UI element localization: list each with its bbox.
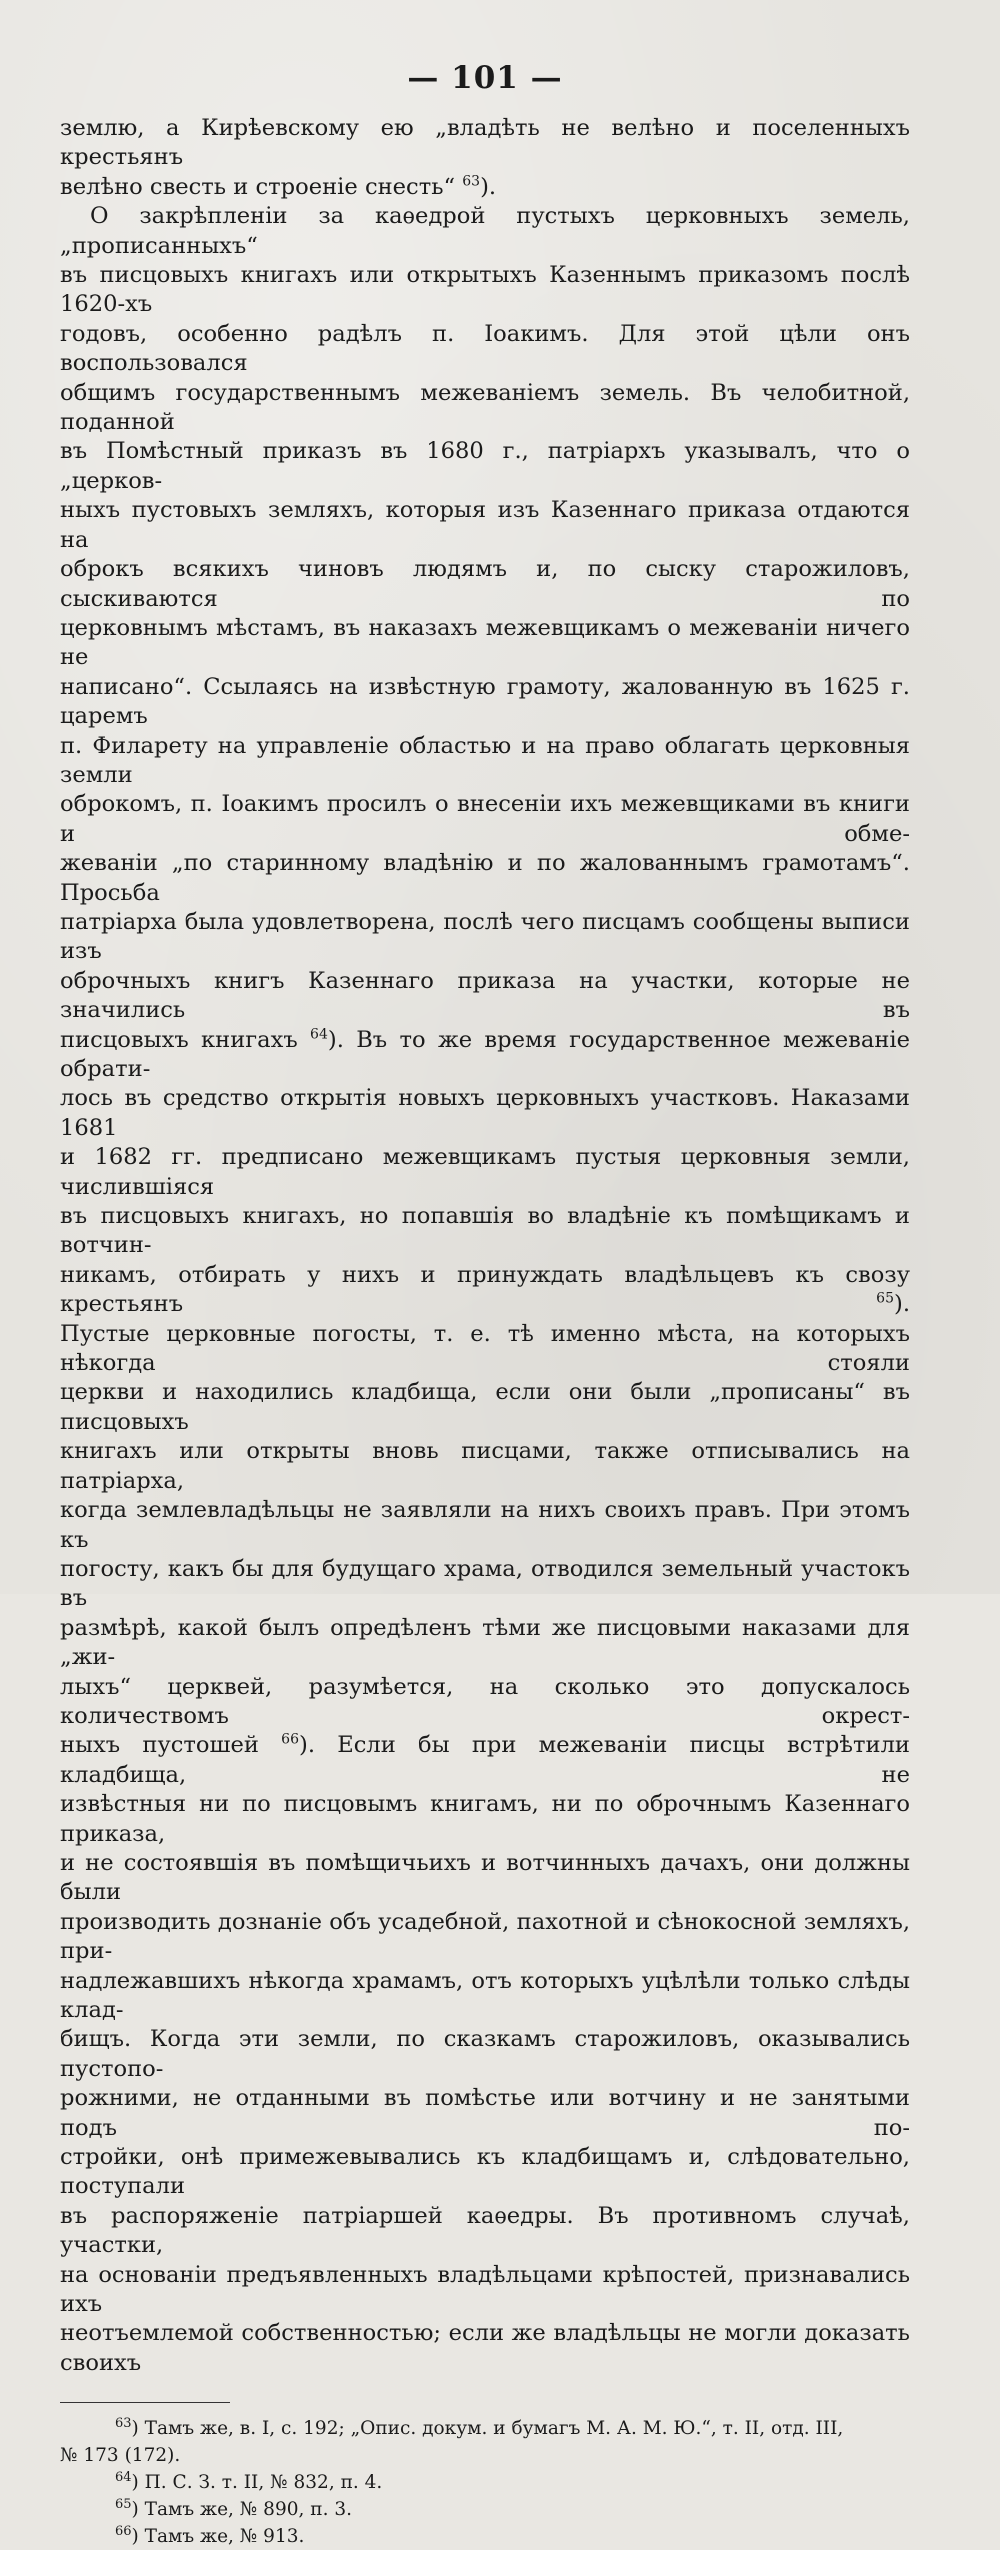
footnote-64 xyxy=(60,2469,910,2496)
text-line xyxy=(60,1731,910,1790)
text-span: ). Въ то же время государственное межеваніе обрати- xyxy=(60,1026,910,1082)
footnote-ref-66[interactable]: 66 xyxy=(281,1731,299,1748)
text-span: писцовыхъ книгахъ xyxy=(60,1026,311,1053)
text-line: ныхъ пустовыхъ земляхъ, которыя изъ Казеннаго приказа отдаются на xyxy=(60,497,910,553)
footnote-divider xyxy=(60,2402,230,2403)
footnote-number: 63 xyxy=(115,2416,132,2432)
footnote-65 xyxy=(60,2496,910,2523)
text-line xyxy=(60,1261,910,1320)
text-line: оброкомъ, п. Іоакимъ просилъ о внесеніи ихъ межевщиками въ книги и обме- xyxy=(60,791,910,847)
text-line xyxy=(60,1026,910,1085)
text-line: производить дознаніе объ усадебной, пахотной и сѣнокосной земляхъ, при- xyxy=(60,1908,910,1965)
text-line: жеваніи „по старинному владѣнію и по жалованнымъ грамотамъ“. Просьба xyxy=(60,850,910,906)
text-line: и 1682 гг. предписано межевщикамъ пустыя церковныя земли, числившіяся xyxy=(60,1144,910,1200)
footnote-text: № 173 (172). xyxy=(60,2445,181,2467)
footnote-text: ) Тамъ же, № 890, п. 3. xyxy=(131,2499,352,2521)
text-span: ныхъ пустошей xyxy=(60,1732,282,1759)
footnote-ref-63[interactable]: 63 xyxy=(462,173,481,190)
text-line: написано“. Ссылаясь на извѣстную грамоту, жалованную въ 1625 г. царемъ xyxy=(60,673,910,730)
text-line: О закрѣпленіи за каѳедрой пустыхъ церковныхъ земель, „прописанныхъ“ xyxy=(60,203,910,259)
footnote-63 xyxy=(60,2415,910,2442)
text-span: ). xyxy=(480,173,497,200)
footnote-text: ) П. С. З. т. II, № 832, п. 4. xyxy=(131,2472,383,2494)
text-line: извѣстныя ни по писцовымъ книгамъ, ни по оброчнымъ Казеннаго приказа, xyxy=(60,1791,910,1847)
text-line: рожними, не отданными въ помѣстье или вотчину и не занятыми подъ по- xyxy=(60,2085,910,2141)
text-line: оброчныхъ книгъ Казеннаго приказа на участки, которые не значились въ xyxy=(60,967,910,1024)
text-span: ). xyxy=(894,1291,910,1318)
text-line: годовъ, особенно радѣлъ п. Іоакимъ. Для этой цѣли онъ воспользовался xyxy=(60,320,910,377)
text-line: книгахъ или открыты вновь писцами, также отписывались на патріарха, xyxy=(60,1438,910,1494)
text-line: и не состоявшія въ помѣщичьихъ и вотчинныхъ дачахъ, они должны были xyxy=(60,1849,910,1906)
footnotes xyxy=(60,2415,910,2550)
text-line: стройки, онѣ примежевывались къ кладбищамъ и, слѣдовательно, поступали xyxy=(60,2144,910,2200)
footnote-ref-64[interactable]: 64 xyxy=(310,1026,328,1043)
text-line xyxy=(60,173,910,202)
text-line: церкви и находились кладбища, если они были „прописаны“ въ писцовыхъ xyxy=(60,1379,910,1435)
text-span: никамъ, отбирать у нихъ и принуждать владѣльцевъ къ свозу крестьянъ xyxy=(60,1261,910,1318)
footnote-63-cont xyxy=(60,2442,910,2469)
footnote-number: 65 xyxy=(115,2497,132,2513)
main-text xyxy=(60,114,910,2378)
text-line: неотъемлемой собственностью; если же владѣльцы не могли доказать своихъ xyxy=(60,2320,910,2376)
text-line: оброкъ всякихъ чиновъ людямъ и, по сыску старожиловъ, сыскиваются по xyxy=(60,556,910,612)
text-line: надлежавшихъ нѣкогда храмамъ, отъ которыхъ уцѣлѣли только слѣды клад- xyxy=(60,1967,910,2023)
text-line: въ писцовыхъ книгахъ, но попавшія во владѣніе къ помѣщикамъ и вотчин- xyxy=(60,1203,910,1259)
footnote-text: ) Тамъ же, в. I, с. 192; „Опис. докум. и бумагъ М. А. М. Ю.“, т. II, отд. III, xyxy=(131,2418,844,2440)
text-line: п. Филарету на управленіе областью и на право облагать церковныя земли xyxy=(60,732,910,788)
text-line: общимъ государственнымъ межеваніемъ земель. Въ челобитной, поданной xyxy=(60,379,910,436)
page-number: — 101 — xyxy=(407,60,563,96)
text-line: погосту, какъ бы для будущаго храма, отводился земельный участокъ въ xyxy=(60,1555,910,1612)
text-line: лось въ средство открытія новыхъ церковныхъ участковъ. Наказами 1681 xyxy=(60,1085,910,1141)
footnote-text: ) Тамъ же, № 913. xyxy=(131,2526,305,2548)
text-span: велѣно свесть и строеніе снесть“ xyxy=(60,173,456,200)
text-line: въ распоряженіе патріаршей каѳедры. Въ противномъ случаѣ, участки, xyxy=(60,2202,910,2259)
footnote-number: 66 xyxy=(115,2524,132,2540)
text-line: размѣрѣ, какой былъ опредѣленъ тѣми же писцовыми наказами для „жи- xyxy=(60,1614,910,1671)
text-line: на основаніи предъявленныхъ владѣльцами крѣпостей, признавались ихъ xyxy=(60,2261,910,2318)
text-line: лыхъ“ церквей, разумѣется, на сколько это допускалось количествомъ окрест- xyxy=(60,1673,910,1729)
text-line: въ Помѣстный приказъ въ 1680 г., патріархъ указывалъ, что о „церков- xyxy=(60,438,910,494)
text-line: патріарха была удовлетворена, послѣ чего писцамъ сообщены выписи изъ xyxy=(60,908,910,965)
text-line: Пустые церковные погосты, т. е. тѣ именно мѣста, на которыхъ нѣкогда стояли xyxy=(60,1320,910,1377)
footnote-66 xyxy=(60,2523,910,2550)
footnote-ref-65[interactable]: 65 xyxy=(876,1290,894,1307)
text-line: въ писцовыхъ книгахъ или открытыхъ Казеннымъ приказомъ послѣ 1620-хъ xyxy=(60,262,910,318)
text-span: ). Если бы при межеваніи писцы встрѣтили кладбища, не xyxy=(60,1732,910,1788)
text-line: бищъ. Когда эти земли, по сказкамъ старожиловъ, оказывались пустопо- xyxy=(60,2026,910,2082)
text-line: когда землевладѣльцы не заявляли на нихъ своихъ правъ. При этомъ къ xyxy=(60,1497,910,1553)
text-line: землю, а Кирѣевскому ею „владѣть не велѣно и поселенныхъ крестьянъ xyxy=(60,115,910,171)
text-line: церковнымъ мѣстамъ, въ наказахъ межевщикамъ о межеваніи ничего не xyxy=(60,614,910,671)
footnote-number: 64 xyxy=(115,2470,132,2486)
